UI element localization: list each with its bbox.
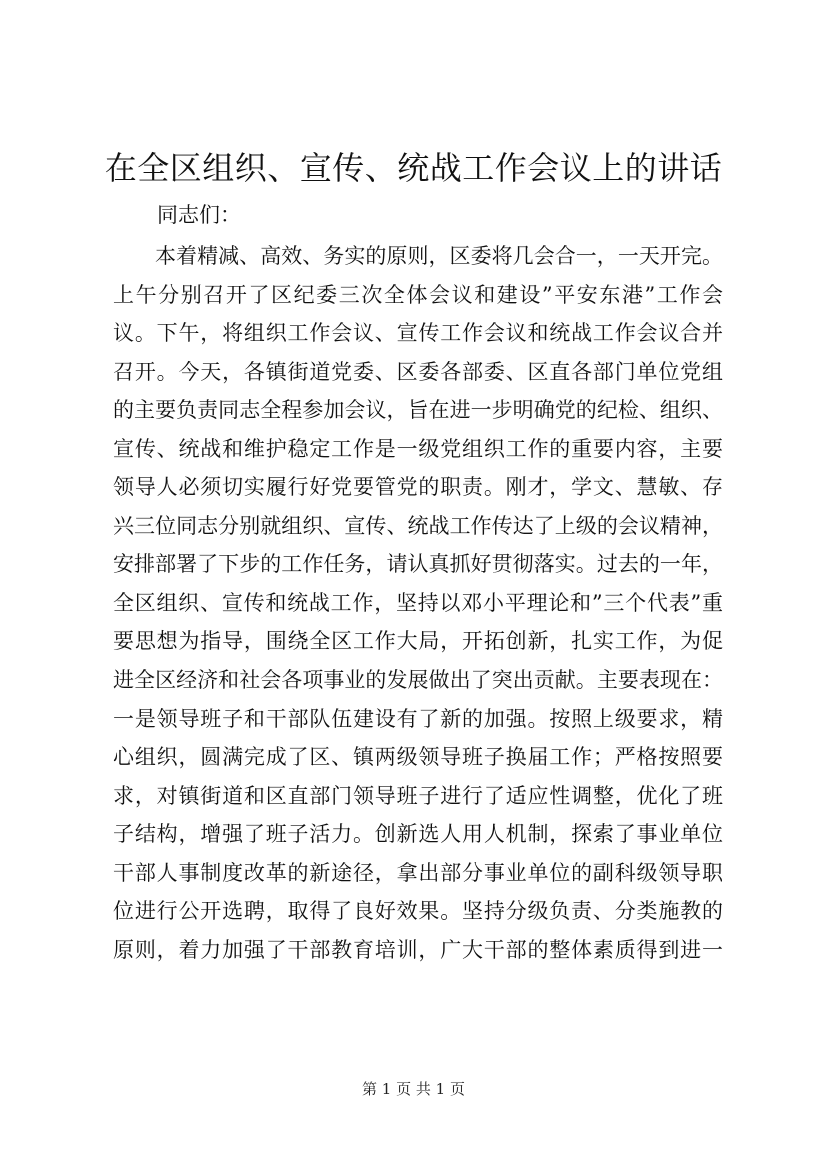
body-line: 的主要负责同志全程参加会议，旨在进一步明确党的纪检、组织、 <box>113 398 723 423</box>
body-line: 本着精减、高效、务实的原则，区委将几会合一，一天开完。 <box>155 244 723 268</box>
document-body <box>113 237 723 969</box>
body-line: 上午分别召开了区纪委三次全体会议和建设”平安东港”工作会 <box>113 282 723 307</box>
body-line: 宣传、统战和维护稳定工作是一级党组织工作的重要内容，主要 <box>113 436 723 461</box>
body-line: 一是领导班子和干部队伍建设有了新的加强。按照上级要求，精 <box>113 706 723 731</box>
body-line: 议。下午，将组织工作会议、宣传工作会议和统战工作会议合并 <box>113 321 723 346</box>
body-line: 兴三位同志分别就组织、宣传、统战工作传达了上级的会议精神， <box>113 513 723 538</box>
page-footer: 第 1 页 共 1 页 <box>362 1080 465 1098</box>
body-line: 求，对镇街道和区直部门领导班子进行了适应性调整，优化了班 <box>113 783 723 808</box>
body-line: 召开。今天，各镇街道党委、区委各部委、区直各部门单位党组 <box>113 359 723 384</box>
document-title: 在全区组织、宣传、统战工作会议上的讲话 <box>104 149 723 187</box>
body-line: 心组织，圆满完成了区、镇两级领导班子换届工作；严格按照要 <box>113 745 723 770</box>
body-line: 子结构，增强了班子活力。创新选人用人机制，探索了事业单位 <box>113 822 723 847</box>
body-line: 安排部署了下步的工作任务，请认真抓好贯彻落实。过去的一年， <box>113 552 723 577</box>
body-line: 干部人事制度改革的新途径，拿出部分事业单位的副科级领导职 <box>113 860 723 885</box>
salutation: 同志们： <box>157 203 241 227</box>
body-line: 位进行公开选聘，取得了良好效果。坚持分级负责、分类施教的 <box>113 899 723 924</box>
body-line: 领导人必须切实履行好党要管党的职责。刚才，学文、慧敏、存 <box>113 475 723 500</box>
body-line: 全区组织、宣传和统战工作，坚持以邓小平理论和”三个代表”重 <box>113 590 723 615</box>
body-line: 要思想为指导，围绕全区工作大局，开拓创新，扎实工作，为促 <box>113 629 723 654</box>
body-line: 原则，着力加强了干部教育培训，广大干部的整体素质得到进一 <box>113 937 723 962</box>
body-line: 进全区经济和社会各项事业的发展做出了突出贡献。主要表现在： <box>113 668 723 693</box>
